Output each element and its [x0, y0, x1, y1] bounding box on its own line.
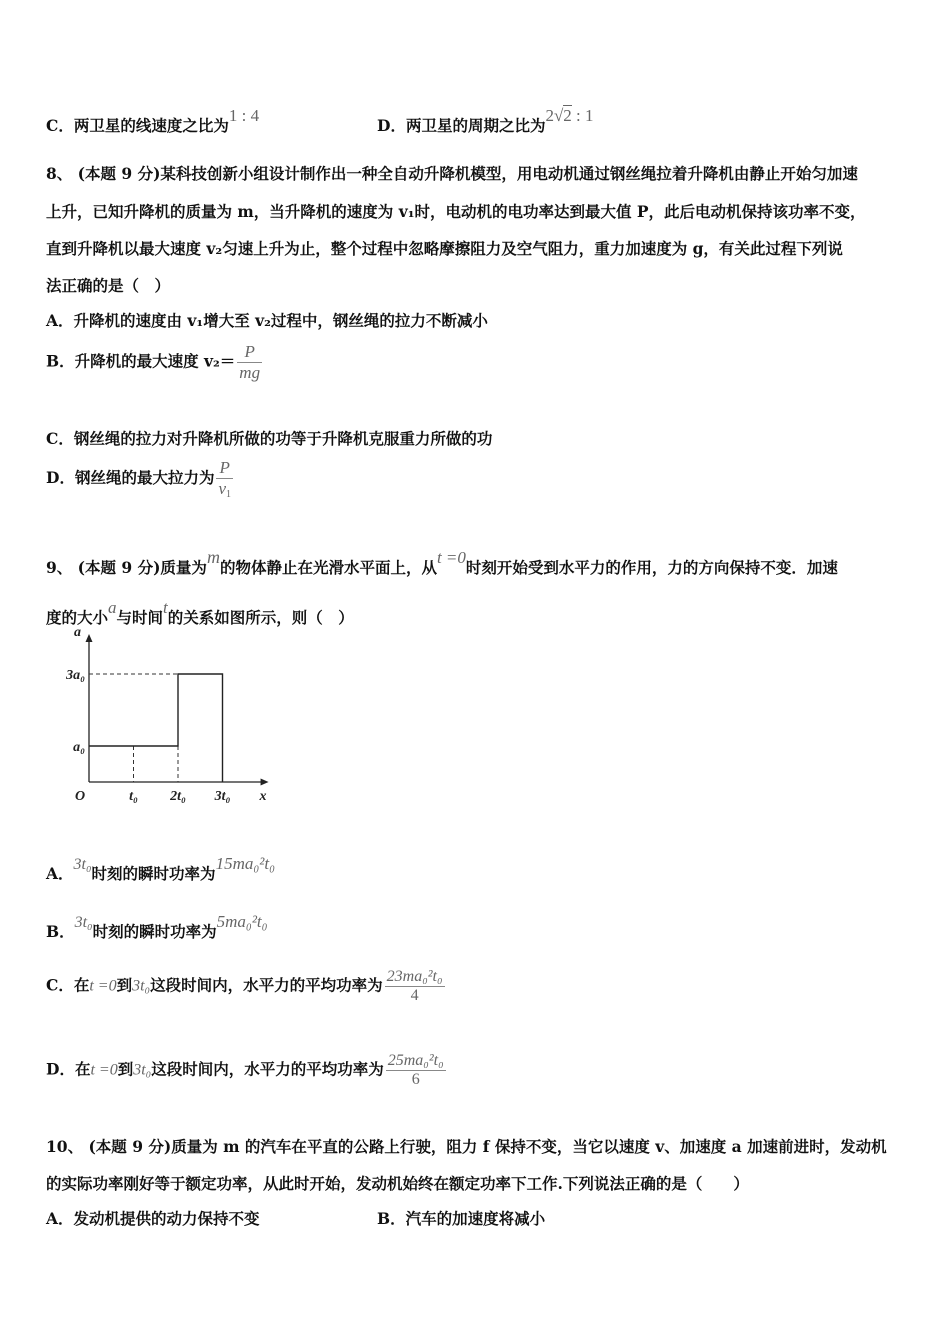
acceleration-time-graph	[62, 625, 292, 820]
q9-option-c: C．在t =0到3t₀这段时间内，水平力的平均功率为 $\frac{\text{23ma₀²t₀}}{4}$	[46, 968, 443, 1004]
x-tick-label: 3t₀	[214, 789, 231, 804]
y-tick-label: 3a₀	[66, 668, 85, 683]
y-axis-label: a	[74, 625, 81, 640]
q10-option-b: B．汽车的加速度将减小	[377, 1209, 546, 1228]
y-axis-arrow	[86, 634, 93, 642]
q8-option-a: A．升降机的速度由 v₁增大至 v₂过程中，钢丝绳的拉力不断减小	[46, 311, 488, 330]
q7-option-c: C．两卫星的线速度之比为1 : 4	[46, 106, 260, 135]
acceleration-series-line	[89, 674, 223, 782]
period-ratio-math: 2√2 : 1	[545, 106, 594, 125]
fraction-25: $\frac{\text{25ma₀²t₀}}{6}$	[387, 1052, 444, 1088]
q8-option-c: C．钢丝绳的拉力对升降机所做的功等于升降机克服重力所做的功	[46, 429, 493, 448]
q9-stem-line-2: 度的大小a与时间t的关系如图所示，则（ ）	[46, 598, 354, 627]
x-axis-label: x	[259, 789, 267, 804]
q8-stem-line-4: 法正确的是（ ）	[46, 276, 171, 295]
q10-option-a: A．发动机提供的动力保持不变	[46, 1209, 260, 1228]
ratio-math: 1 : 4	[228, 106, 260, 125]
q8-option-d: D．钢丝绳的最大拉力为 $\frac{P}{v_1}$	[46, 458, 231, 500]
q8-stem-line-1: 8、 (本题 9 分)某科技创新小组设计制作出一种全自动升降机模型，用电动机通过钢丝绳拉着升降机由静止开始匀加速	[46, 164, 858, 183]
x-tick-label: t₀	[129, 789, 138, 804]
origin-label: O	[75, 789, 86, 804]
fraction-p-over-mg: $\frac{P}{mg}$	[239, 342, 261, 382]
x-axis-arrow	[261, 779, 269, 786]
q9-option-d: D．在t =0到3t₀这段时间内，水平力的平均功率为 $\frac{\text{25ma₀²t₀}}{6}$	[46, 1052, 444, 1088]
q9-stem-line-1: 9、 (本题 9 分)质量为m的物体静止在光滑水平面上，从t =0时刻开始受到水平力的作用，力的方向保持不变．加速	[46, 547, 838, 577]
q7-option-d: D．两卫星的周期之比为2√2 : 1	[377, 106, 594, 135]
x-tick-label: 2t₀	[170, 789, 186, 804]
q9-option-a: A．3t₀时刻的瞬时功率为15ma₀²t₀	[46, 854, 275, 883]
fraction-23: $\frac{\text{23ma₀²t₀}}{4}$	[386, 968, 443, 1004]
q10-stem-line-1: 10、 (本题 9 分)质量为 m 的汽车在平直的公路上行驶，阻力 f 保持不变，当它以速度 v、加速度 a 加速前进时，发动机	[46, 1137, 887, 1156]
q10-stem-line-2: 的实际功率刚好等于额定功率，从此时开始，发动机始终在额定功率下工作.下列说法正确的是（ ）	[46, 1174, 749, 1193]
y-tick-label: a₀	[73, 740, 85, 755]
q8-option-b: B．升降机的最大速度 v₂＝ $\frac{P}{mg}$	[46, 342, 261, 382]
q9-option-b: B．3t₀时刻的瞬时功率为5ma₀²t₀	[46, 912, 268, 941]
q8-stem-line-3: 直到升降机以最大速度 v₂匀速上升为止，整个过程中忽略摩擦阻力及空气阻力，重力加速度为 g，有关此过程下列说	[46, 239, 843, 258]
fraction-p-over-v1: $\frac{P}{v_1}$	[218, 458, 231, 500]
q8-stem-line-2: 上升，已知升降机的质量为 m，当升降机的速度为 v₁时，电动机的电功率达到最大值 P，此后电动机保持该功率不变，	[46, 202, 866, 221]
